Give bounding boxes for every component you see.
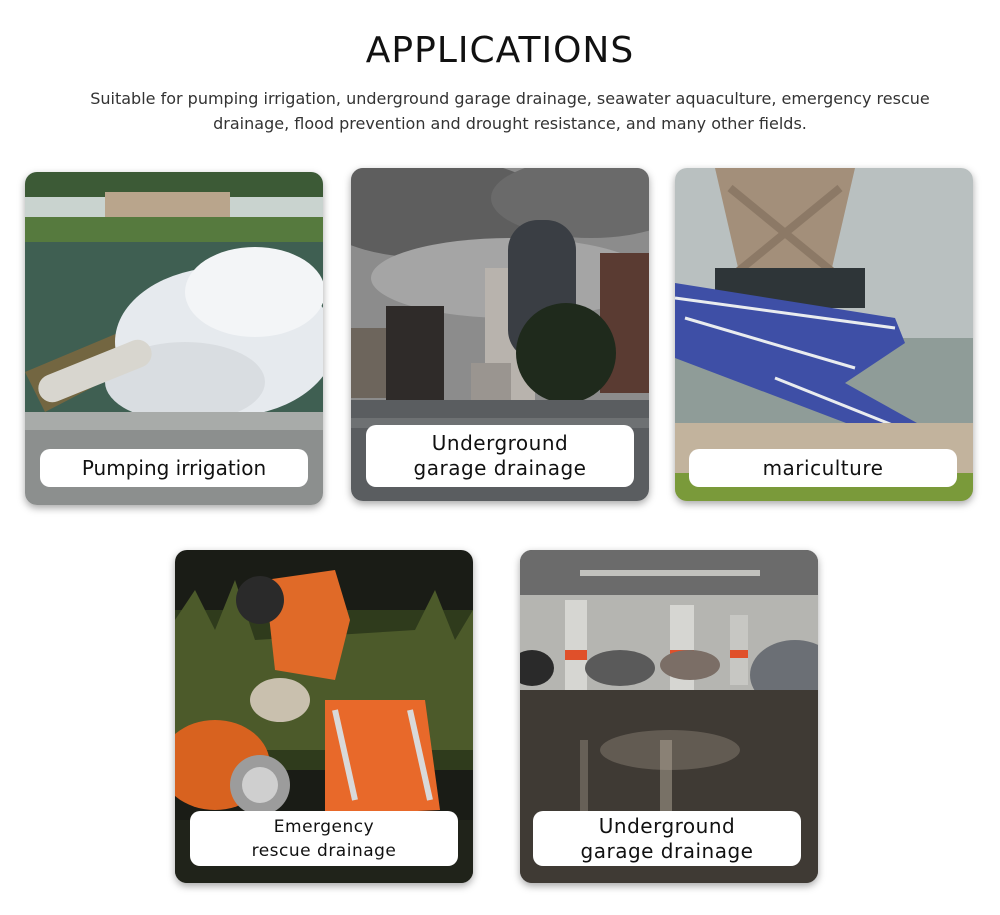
label-line: mariculture bbox=[762, 456, 884, 480]
label-line: Underground bbox=[598, 813, 736, 838]
card-mariculture bbox=[675, 168, 973, 501]
label-line: garage drainage bbox=[580, 838, 754, 863]
card-pumping-irrigation bbox=[25, 172, 323, 505]
card-label bbox=[40, 449, 308, 487]
card-label bbox=[366, 425, 634, 487]
page-subtitle: Suitable for pumping irrigation, underground garage drainage, seawater aquaculture, emergency rescue drainage, flood prevention and drought resistance, and many other fields. bbox=[90, 89, 930, 133]
card-label bbox=[190, 811, 458, 866]
label-line: Underground bbox=[431, 431, 569, 455]
card-parking-garage bbox=[520, 550, 818, 883]
page-title: APPLICATIONS bbox=[365, 30, 635, 71]
card-flooded-city bbox=[351, 168, 649, 501]
label-line: Pumping irrigation bbox=[81, 456, 267, 480]
card-emergency-rescue bbox=[175, 550, 473, 883]
label-line: rescue drainage bbox=[251, 840, 397, 861]
label-line: garage drainage bbox=[413, 456, 587, 480]
card-label bbox=[533, 811, 801, 866]
label-line: Emergency bbox=[273, 816, 375, 837]
card-label bbox=[689, 449, 957, 487]
